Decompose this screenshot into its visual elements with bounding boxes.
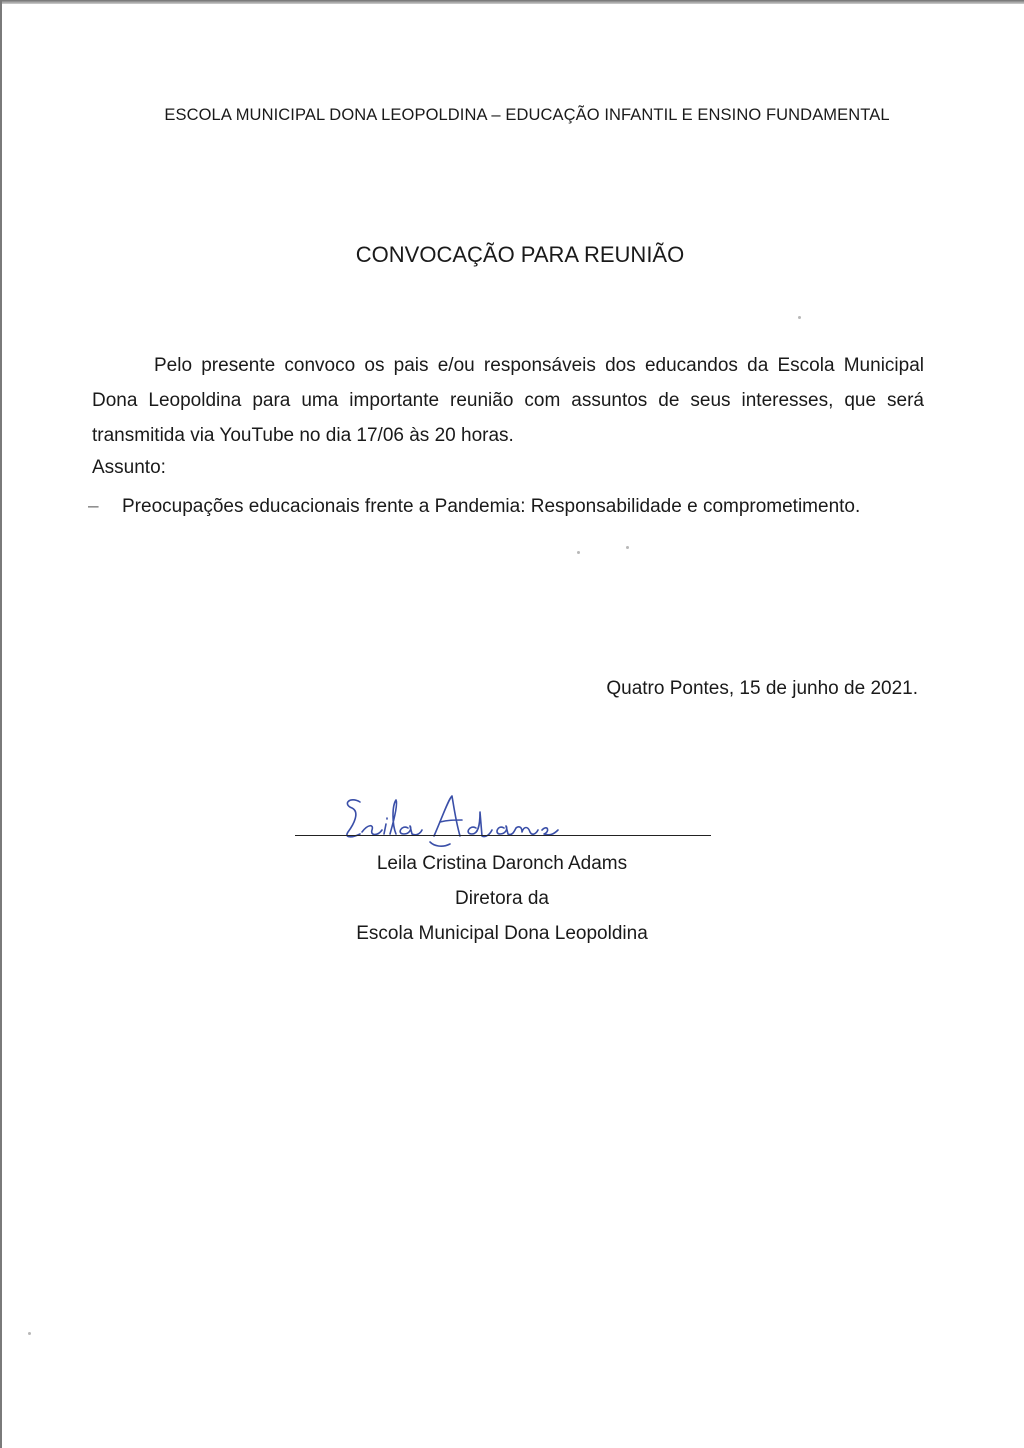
- dash-bullet-icon: –: [88, 496, 99, 517]
- signatory-role: Diretora da: [455, 888, 549, 909]
- scan-speck: [28, 1332, 31, 1335]
- place-date-line: Quatro Pontes, 15 de junho de 2021.: [606, 678, 918, 699]
- document-title: CONVOCAÇÃO PARA REUNIÃO: [355, 242, 685, 267]
- scan-left-edge: [0, 0, 2, 1448]
- signatory-name: Leila Cristina Daronch Adams: [376, 853, 628, 874]
- scan-top-edge: [0, 0, 1024, 4]
- signature-line: [295, 835, 711, 836]
- convocation-paragraph: [92, 348, 924, 453]
- subject-item-text: Preocupações educacionais frente a Pandemia: Responsabilidade e comprometimento.: [122, 496, 861, 517]
- school-header: ESCOLA MUNICIPAL DONA LEOPOLDINA – EDUCAÇÃO INFANTIL E ENSINO FUNDAMENTAL: [164, 106, 890, 124]
- convocation-text: Pelo presente convoco os pais e/ou responsáveis dos educandos da Escola Municipal Dona Leopoldina para uma importante reunião com assuntos de seus interesses, que será transmitida via YouTube no dia 17/06 às 20 horas.: [92, 355, 924, 446]
- scan-speck: [626, 546, 629, 549]
- handwritten-signature: [338, 790, 568, 850]
- subject-label: Assunto:: [92, 457, 166, 478]
- scan-speck: [577, 551, 580, 554]
- scan-speck: [798, 316, 801, 319]
- signatory-institution: Escola Municipal Dona Leopoldina: [356, 923, 648, 944]
- signatory-block: [0, 846, 1004, 951]
- subject-list-item: [88, 492, 928, 522]
